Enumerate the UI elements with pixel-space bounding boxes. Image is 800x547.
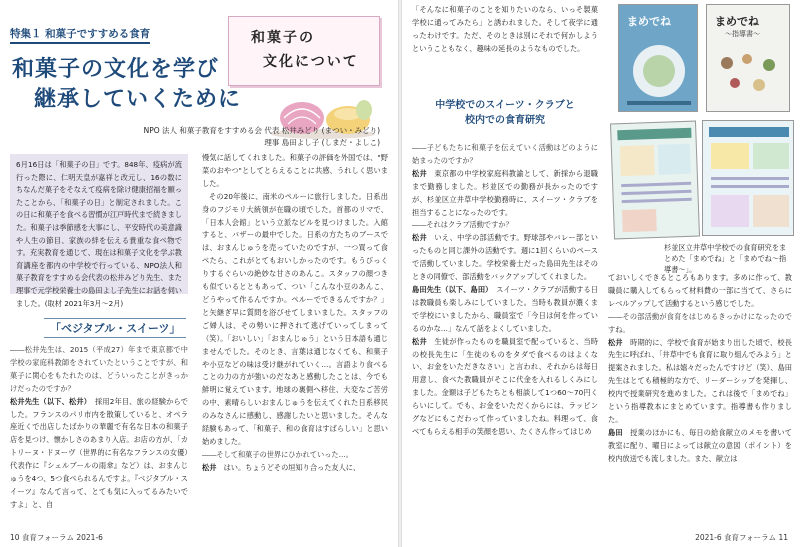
paragraph: 松井 東京都の中学校家庭科教諭として、新採から退職まで勤務しました。杉並区での勤務が長かったのですが、杉並区立井草中学校勤務時に、スイーツ・クラブを担当することになったのです。 bbox=[412, 168, 598, 217]
paragraph: 松井 はい。ちょうどその垣知り合った友人に、 bbox=[202, 462, 361, 472]
booklet-spread-1-art bbox=[611, 121, 701, 240]
booklet-spread-2-art bbox=[703, 121, 795, 237]
interview-question: ――それはクラブ活動ですか？ bbox=[412, 220, 513, 230]
right-column-1 bbox=[412, 142, 598, 534]
title-card bbox=[228, 16, 380, 86]
author-line-1: NPO 法人 和菓子教育をすすめる会 代表 松井みどり (まつい・みどり) bbox=[143, 126, 380, 135]
right-column-2 bbox=[608, 272, 792, 534]
book-cover-art bbox=[619, 5, 699, 113]
right-column-1-top bbox=[412, 4, 598, 92]
speaker-name: 島田 bbox=[608, 427, 631, 437]
speaker-name: 松井 bbox=[608, 337, 631, 347]
page-footer-left: 10 食育フォーラム 2021-6 bbox=[10, 533, 103, 542]
speaker-name: 松井 bbox=[412, 168, 435, 178]
mid-heading bbox=[430, 98, 580, 128]
paragraph: 島田 授業のほかにも、毎日の給食献立のメモを書いて教室に配り、曜日によっては献立の意図（ポイント）を校内放送でも流しました。また、献立は bbox=[608, 427, 792, 463]
title-card-line-1: 和菓子の bbox=[251, 30, 315, 46]
mid-heading-line-1: 中学校でのスイーツ・クラブと bbox=[435, 100, 575, 111]
mid-heading-line-2: 校内での食育研究 bbox=[465, 115, 545, 126]
speaker-name: 松井 bbox=[412, 336, 435, 346]
interview-question: ――松井先生は、2015（平成27）年まで東京都で中学校の家庭科教師をされていたということですが、和菓子に関心をもたれたのは、どういったことがきっかけだったのですか？ bbox=[10, 345, 188, 393]
speaker-name: 松井 bbox=[412, 233, 435, 243]
paragraph: 松井 時期的に、学校で食育が始まり出した頃で、校長先生に呼ばれ、「井草中でも食育に取り組んでみよう」と提案されました。私は嬉々だったんですけど（笑）、島田先生はとても積極的な方で、リーダーシップを発揮し、校内で授業研究を進めました。これは後で「まめでね」という指導教本にまとめています。指導書も作りました。 bbox=[608, 337, 792, 424]
book-cover-mamedene bbox=[618, 4, 698, 112]
photo-caption: 杉並区立井草中学校での食育研究をまとめた「まめでね」と「まめでね〜指導書〜」。 bbox=[664, 243, 787, 274]
page-footer-right: 2021-6 食育フォーラム 11 bbox=[695, 533, 788, 542]
right-page bbox=[402, 0, 800, 547]
speaker-name: 松井 bbox=[202, 462, 224, 472]
guide-cover-title: まめでね bbox=[715, 15, 759, 28]
guide-cover-subtitle: 〜指導書〜 bbox=[725, 30, 760, 38]
author-line-2: 理事 島田よし子 (しまだ・よしこ) bbox=[264, 138, 380, 147]
series-label: 特集１ 和菓子ですすめる食育 bbox=[10, 26, 150, 44]
book-cover-title: まめでね bbox=[627, 15, 671, 28]
left-page bbox=[0, 0, 398, 547]
paragraph: 島田先生（以下、島田） スイーツ・クラブが活動する日は教職員も楽しみにしていました。当時も教員が濃くまで学校にいましたから、職員室で「今日は何を作っているのかな…」なんて話をよくしていました。 bbox=[412, 284, 598, 333]
interview-question: ――その部活動が食育をはじめるきっかけになったのですね。 bbox=[608, 311, 792, 334]
left-column-1 bbox=[10, 344, 188, 530]
paragraph: 松井 いえ、中学の部活動です。野球部やバレー部といったものと同じ課外の活動です。週に1回くらいのペースで活動していました。学校栄養士だった島田先生はそのときの同僚で、部活動をバックアップしてくれました。 bbox=[412, 233, 598, 282]
interview-question: ――そして和菓子の世界にひかれていった…。 bbox=[202, 449, 353, 459]
book-cover-guide bbox=[706, 4, 790, 112]
headline-line-1: 和菓子の文化を学び bbox=[12, 57, 220, 82]
paragraph: 「そんなに和菓子のことを知りたいのなら、いっそ製菓学校に通ってみたら」と誘われました。そして夜学に通ったわけです。ただ、そのときは別にそれで何かしようということもなく、趣味の延長のようなものでした。 bbox=[412, 5, 598, 53]
booklet-spread-1 bbox=[610, 121, 700, 240]
left-column-2 bbox=[202, 152, 388, 530]
speaker-name: 島田先生（以下、島田） bbox=[412, 284, 497, 294]
booklet-spread-2 bbox=[702, 120, 794, 236]
paragraph: その20年後に、南米のペルーに旅行しました。日系出身のフジモリ大統領が在職の頃でした。首都のリマで、「日本人会館」という立派なビルを見つけました。入館すると、バザーの最中でした。日系の方たちのブースでは、おまんじゅうを売っていたのですが、一つ買って食べたら、これがとてもおいしかったのです。もうびっくりするぐらいの絶妙な甘さのあんこ。スタッフの顔つきも似ているとともあって、つい「こんな小豆のあんこ、どうやって作るんですか。ペルーでできるんですか？」と矢継ぎ早に質問を浴びせてしまいました。スタッフのご婦人は、その勢いに押されて逃げていってしまって（笑）。「おいしい」「おまんじゅう」という日本語も通じませんでした。そのとき、言葉は通じなくても、和菓子や小豆などの味は受け継がれていく…。言語より食べることの力の方が強いのだなあと感動したことは、今でも鮮明に覚えています。地球の裏側へ移住、大変なご苦労の中、素晴らしいおまんじゅうを伝えてくれた日系移民のみなさんに感動し、感謝したいと思いました。そんな経験もあって、「和菓子、和の食育はすばらしい」と思い始めました。 bbox=[202, 191, 388, 446]
paragraph: 松井 生徒が作ったものを職員室で配っていると、当時の校長先生に「生徒のものをタダで食べるのはよくない、お金をいただきなさい」と言われ、それからは毎日用意し、食べた教職員がそこに代金を入れるしくみにしました。金額は子どもたちとも相談して1つ60〜70円くらいにして。でも、お金をいただくからには、ラッピングなどにもこだわって作っていましたね。料理って、食べてもらえる相手の笑顔を思い、たくさん作ってはじめ bbox=[412, 336, 598, 436]
headline-line-2: 継承していくために bbox=[34, 87, 242, 112]
interview-question: ――子どもたちに和菓子を伝えていく活動はどのように始まったのですか？ bbox=[412, 143, 598, 165]
paragraph: 慢気に話してくれました。和菓子の評価を外国では、"野菜のおやつ"としてとらえることに共感、うれしく思いました。 bbox=[202, 153, 388, 188]
guide-cover-art bbox=[707, 5, 791, 113]
lead-box: 6月16日は「和菓子の日」です。848年、疫病が流行った際に、仁明天皇が嘉祥と改元し、16の数にちなんだ菓子をそなえて疫病を除け健康招福を願ったことから、「和菓子の日」と制定されました。この日に和菓子を食べる習慣が江戸時代まで続きました。和菓子は季節感を大事にし、平安時代の美意識や人生の節目、家族の絆を伝える貴重な食べ物です。充実教育を通じて、現在は和菓子文化を学ぶ教育講座を都内の中学校で行っている、NPO法人和菓子教育をすすめる会代表の松井みどり先生、また理事で元学校栄養士の島田よし子先生にお話を伺いました。(取材 2021年3月〜2月) bbox=[10, 154, 188, 294]
paragraph: 松井先生（以下、松井） 採用2年目、旅の経験からでした。フランスのパリ市内を散策していると、オペラ座近くで出店したばかりの華麗で有名な日本の和菓子店を見つけ、懐かしさのあまり入店。お店の方が、「カトリーヌ・ドヌーヴ（世界的に有名なフランスの女優）代表作に『シェルブールの雨傘』など）は、おまんじゅうを4つ、5つ食べられるんですよ。『ベジタブル・スイーツ』なんて言って、とても気に入ってるみたいですよ」と、自 bbox=[10, 396, 188, 509]
speaker-name: 松井先生（以下、松井） bbox=[10, 396, 95, 406]
section-title: 「ベジタブル・スイーツ」 bbox=[44, 318, 186, 338]
title-card-line-2: 文化について bbox=[263, 54, 359, 70]
paragraph: ておいしくできるところもあります。多めに作って、教職員に購入してもらって材料費の一部に当てて、さらにレベルアップして活動するという感じでした。 bbox=[608, 273, 792, 308]
